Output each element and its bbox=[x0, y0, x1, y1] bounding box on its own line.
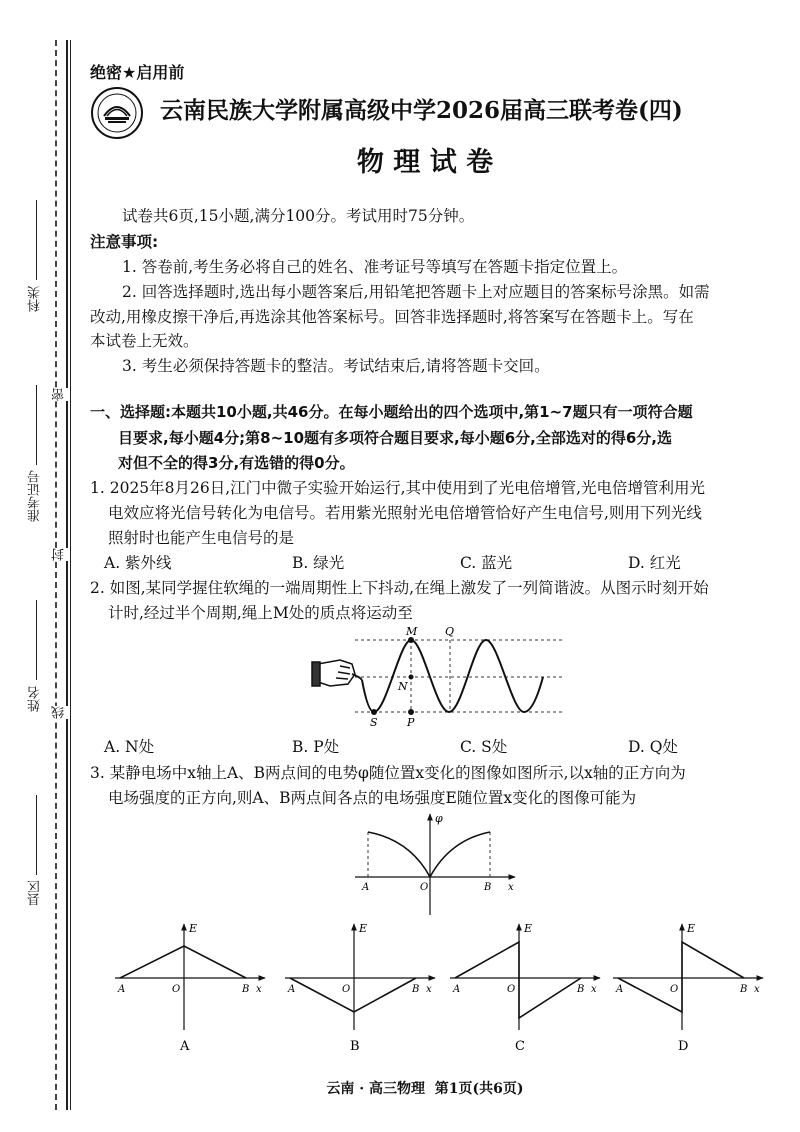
note-2-line-1: 2. 回答选择题时,选出每小题答案后,用铅笔把答题卡上对应题目的答案标号涂黑。如需 bbox=[122, 283, 710, 301]
name-underline bbox=[36, 600, 37, 680]
paper-title: 物 理 试 卷 bbox=[356, 147, 494, 178]
note-1: 1. 答卷前,考生务必将自己的姓名、准考证号等填写在答题卡指定位置上。 bbox=[122, 258, 628, 276]
q1-option-b: B. 绿光 bbox=[292, 554, 345, 572]
svg-text:O: O bbox=[342, 984, 351, 995]
notes-heading: 注意事项: bbox=[90, 233, 159, 251]
q3-stem-line-1: 3. 某静电场中x轴上A、B两点间的电势φ随位置x变化的图像如图所示,以x轴的正方向为 bbox=[90, 764, 686, 782]
binding-dashed-line bbox=[55, 40, 57, 1110]
label-p: P bbox=[407, 716, 415, 729]
q2-option-d: D. Q处 bbox=[628, 738, 678, 756]
svg-text:D: D bbox=[678, 1039, 689, 1054]
label-q: Q bbox=[445, 625, 455, 638]
q2-option-b: B. P处 bbox=[292, 738, 340, 756]
name-label: 姓名 bbox=[28, 686, 43, 712]
section-1-heading-line-2: 目要求,每小题4分;第8~10题有多项符合题目要求,每小题6分,全部选对的得6分,选 bbox=[118, 429, 672, 447]
school-logo bbox=[90, 86, 144, 140]
subject-underline bbox=[36, 200, 37, 280]
q2-option-a: A. N处 bbox=[104, 738, 155, 756]
q2-wave-figure bbox=[300, 622, 580, 732]
q1-stem-line-3: 照射时也能产生电信号的是 bbox=[108, 529, 295, 547]
svg-text:x: x bbox=[754, 984, 760, 995]
svg-text:A: A bbox=[180, 1039, 190, 1054]
svg-text:A: A bbox=[616, 984, 624, 995]
q1-stem-line-2: 电效应将光信号转化为电信号。若用紫光照射光电倍增管恰好产生电信号,则用下列光线 bbox=[108, 504, 702, 522]
subject-label: 科类 bbox=[28, 286, 43, 312]
exam-no-underline bbox=[36, 385, 37, 465]
note-3: 3. 考生必须保持答题卡的整洁。考试结束后,请将答题卡交回。 bbox=[122, 357, 550, 375]
phi-x-label: x bbox=[508, 882, 514, 893]
q1-option-c: C. 蓝光 bbox=[460, 554, 513, 572]
q3-option-graph-d bbox=[608, 920, 768, 1055]
note-2-line-3: 本试卷上无效。 bbox=[90, 332, 199, 350]
phi-b-label: B bbox=[484, 882, 492, 893]
svg-text:O: O bbox=[172, 984, 181, 995]
seal-char-xian: 线 bbox=[52, 706, 67, 719]
svg-text:A: A bbox=[453, 984, 461, 995]
county-label: 县区 bbox=[28, 880, 43, 906]
svg-text:O: O bbox=[507, 984, 516, 995]
svg-text:E: E bbox=[189, 922, 198, 935]
svg-text:B: B bbox=[740, 984, 748, 995]
phi-o-label: O bbox=[420, 882, 429, 893]
exam-no-label: 准考证号 bbox=[28, 470, 43, 522]
note-2-line-2: 改动,用橡皮擦干净后,再选涂其他答案标号。回答非选择题时,将答案写在答题卡上。写在 bbox=[90, 308, 694, 326]
q3-option-graph-a bbox=[110, 920, 270, 1055]
q3-option-graph-b bbox=[280, 920, 440, 1055]
secret-mark: 绝密★启用前 bbox=[90, 63, 185, 82]
svg-text:E: E bbox=[524, 922, 533, 935]
svg-text:A: A bbox=[288, 984, 296, 995]
binding-solid-line-1 bbox=[66, 40, 68, 1110]
q2-stem-line-1: 2. 如图,某同学握住软绳的一端周期性上下抖动,在绳上激发了一列简谐波。从图示时刻开始 bbox=[90, 579, 709, 597]
label-s: S bbox=[370, 716, 378, 729]
phi-a-label: A bbox=[362, 882, 370, 893]
svg-text:B: B bbox=[412, 984, 420, 995]
svg-text:x: x bbox=[426, 984, 432, 995]
svg-text:E: E bbox=[687, 922, 696, 935]
section-1-heading-line-1: 一、选择题:本题共10小题,共46分。在每小题给出的四个选项中,第1~7题只有一项符合题 bbox=[90, 403, 693, 421]
q2-option-c: C. S处 bbox=[460, 738, 508, 756]
svg-text:x: x bbox=[591, 984, 597, 995]
q3-phi-graph bbox=[350, 810, 520, 920]
seal-char-feng: 封 bbox=[52, 548, 67, 561]
svg-text:x: x bbox=[256, 984, 262, 995]
svg-text:B: B bbox=[350, 1039, 360, 1054]
svg-text:C: C bbox=[515, 1039, 525, 1054]
svg-text:A: A bbox=[118, 984, 126, 995]
exam-title: 云南民族大学附属高级中学2026届高三联考卷(四) bbox=[160, 97, 683, 124]
label-n: N bbox=[398, 680, 408, 693]
q3-option-graph-c bbox=[445, 920, 605, 1055]
svg-text:E: E bbox=[359, 922, 368, 935]
phi-axis-label: φ bbox=[435, 812, 443, 825]
exam-summary: 试卷共6页,15小题,满分100分。考试用时75分钟。 bbox=[122, 207, 475, 225]
q1-stem-line-1: 1. 2025年8月26日,江门中微子实验开始运行,其中使用到了光电倍增管,光电倍增管利用光 bbox=[90, 479, 706, 497]
label-m: M bbox=[406, 625, 418, 638]
q2-stem-line-2: 计时,经过半个周期,绳上M处的质点将运动至 bbox=[108, 604, 413, 622]
q1-option-d: D. 红光 bbox=[628, 554, 681, 572]
svg-text:B: B bbox=[577, 984, 585, 995]
page-footer: 云南 · 高三物理 第1页(共6页) bbox=[326, 1081, 524, 1097]
q3-stem-line-2: 电场强度的正方向,则A、B两点间各点的电场强度E随位置x变化的图像可能为 bbox=[108, 789, 637, 807]
county-underline bbox=[36, 795, 37, 875]
section-1-heading-line-3: 对但不全的得3分,有选错的得0分。 bbox=[118, 454, 355, 472]
seal-char-mi: 密 bbox=[52, 388, 67, 401]
svg-text:B: B bbox=[242, 984, 250, 995]
q1-option-a: A. 紫外线 bbox=[104, 554, 172, 572]
hand-icon bbox=[312, 660, 355, 686]
binding-solid-line-2 bbox=[70, 40, 71, 1110]
svg-text:O: O bbox=[670, 984, 679, 995]
